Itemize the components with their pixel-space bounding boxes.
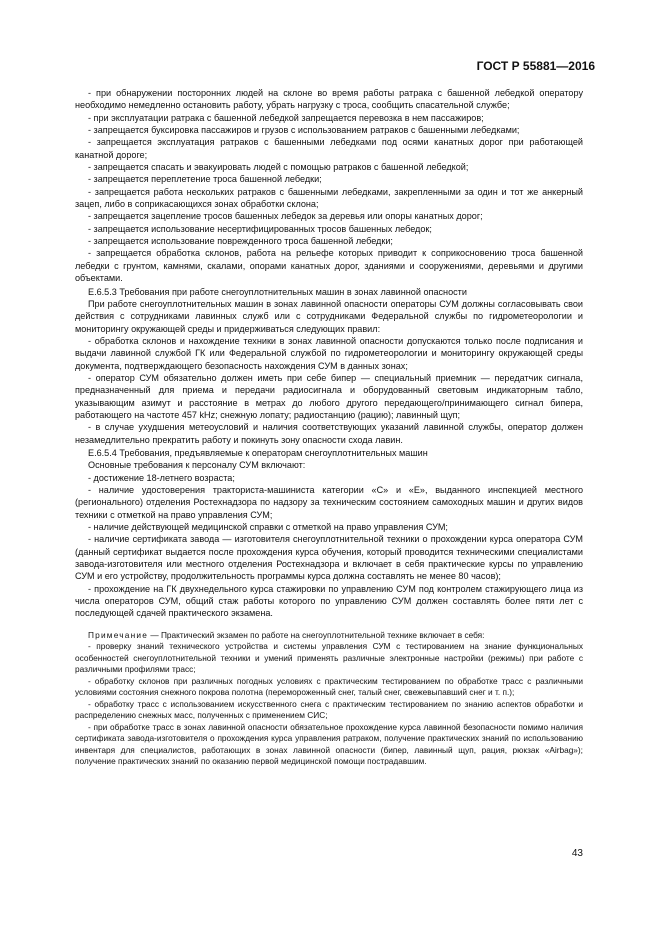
paragraph: - оператор СУМ обязательно должен иметь при себе бипер — специальный приемник — передатчик сигнала, предназначенный для приема и передачи радиосигнала и оборудованный световым индикаторным табло, указывающим азимут и расстояние в метрах до любого другого передающего/принимающего сигнал бипера, работающего на частоте 457 kHz; снежную лопату; радиостанцию (рацию); лавинный щуп; <box>75 372 583 420</box>
paragraph: - запрещается обработка склонов, работа на рельефе которых приводит к соприкосновению троса башенной лебедки с грунтом, камнями, скалами, опорами канатных дорог, зданиями и сооружениями, деревьями и другими объектами. <box>75 248 583 284</box>
paragraph: - при эксплуатации ратрака с башенной лебедкой запрещается перевозка в нем пассажиров; <box>88 112 484 123</box>
section-heading-e654: Е.6.5.4 Требования, предъявляемые к операторам снегоуплотнительных машин <box>88 447 428 458</box>
note-block <box>75 630 583 768</box>
paragraph: - в случае ухудшения метеоусловий и наличия соответствующих указаний лавинной службы, оператор должен незамедлительно прекратить работу и покинуть зону опасности схода лавин. <box>75 422 583 445</box>
paragraph: - запрещается зацепление тросов башенных лебедок за деревья или опоры канатных дорог; <box>88 211 483 222</box>
paragraph: - запрещается работа нескольких ратраков с башенными лебедками, закрепленными за один и тот же анкерный зацеп, либо в соприкасающихся зонах обработки склона; <box>75 186 583 210</box>
document-header: ГОСТ Р 55881—2016 <box>476 59 595 73</box>
paragraph: - запрещается использование несертифицированных тросов башенных лебедок; <box>88 223 432 234</box>
paragraph: - наличие действующей медицинской справки с отметкой на право управления СУМ; <box>88 522 448 533</box>
paragraph: - запрещается эксплуатация ратраков с башенными лебедками под осями канатных дорог при работающей канатной дороге; <box>75 137 583 160</box>
paragraph: Основные требования к персоналу СУМ включают: <box>88 460 306 471</box>
paragraph: - прохождение на ГК двухнедельного курса стажировки по управлению СУМ под контролем стажирующего лица из числа операторов СУМ, общий стаж работы которого по управлению СУМ должен составлять более пяти лет с последующей сдачей практического экзамена. <box>75 583 583 619</box>
paragraph: При работе снегоуплотнительных машин в зонах лавинной опасности операторы СУМ должны согласовывать свои действия с сотрудниками лавинных служб или с сотрудниками Федеральной службы по гидрометеорологии и мониторингу окружающей среды и придерживаться следующих правил: <box>75 298 583 334</box>
paragraph: - запрещается спасать и эвакуировать людей с помощью ратраков с башенной лебедкой; <box>88 162 469 173</box>
paragraph: - при обнаружении посторонних людей на склоне во время работы ратрака с башенной лебедкой оператору необходимо немедленно остановить работу, убрать нагрузку с троса, сообщить спасательной службе; <box>75 88 583 111</box>
note-item: - обработку склонов при различных погодных условиях с практическим тестированием по обработке трасс с различными условиями состояния снежного покрова полотна (перемороженный снег, талый снег, свежевыпавший снег и т. п.); <box>75 675 583 698</box>
note-label: Примечание <box>88 629 149 640</box>
document-body <box>75 87 583 768</box>
note-intro-text: — Практический экзамен по работе на снегоуплотнительной технике включает в себя: <box>148 629 485 640</box>
note-item: - проверку знаний технического устройства и системы управления СУМ с тестированием на знание функциональных особенностей снегоуплотнительной техники и умений применять различные электронные настройки (режимы) при работе с различными профилями трасс; <box>75 641 583 675</box>
paragraph: - наличие удостоверения тракториста-машиниста категории «С» и «Е», выданного инспекцией местного (регионального) отделения Ростехнадзора по надзору за техническим состоянием самоходных машин и других видов техники с отметкой на право управления СУМ; <box>75 485 583 520</box>
paragraph: - запрещается использование поврежденного троса башенной лебедки; <box>88 236 393 247</box>
section-heading-e653: Е.6.5.3 Требования при работе снегоуплотнительных машин в зонах лавинной опасности <box>88 286 467 297</box>
note-intro <box>75 630 583 642</box>
paragraph: - наличие сертификата завода — изготовителя снегоуплотнительной техники о прохождении курса оператора СУМ (данный сертификат выдается после прохождения курса обучения, который проводится техническими специалистами завода-изготовителя или местного отделения Ростехнадзора и включает в себя практические курсы по управлению СУМ и его устройству, продолжительность программы курса должна составлять не менее 80 часов); <box>75 534 583 582</box>
page-number: 43 <box>571 848 583 859</box>
paragraph: - запрещается переплетение троса башенной лебедки; <box>88 174 322 185</box>
note-item: - обработку трасс с использованием искусственного снега с практическим тестированием по знанию аспектов обработки и распределению снежных масс, полученных с применением СИС; <box>75 698 583 721</box>
paragraph: - обработка склонов и нахождение техники в зонах лавинной опасности допускаются только после подписания и выдачи лавинной службой ГК или Федеральной службой по гидрометеорологии и мониторингу окружающей среды документа, подтверждающего безопасность нахождения СУМ в данных зонах; <box>75 335 583 371</box>
paragraph: - запрещается буксировка пассажиров и грузов с использованием ратраков с башенными лебедками; <box>88 125 520 136</box>
note-item: - при обработке трасс в зонах лавинной опасности обязательное прохождение курса лавинной безопасности помимо наличия сертификата завода-изготовителя о прохождения курса управления ратраком, получение практических знаний по использованию инвентаря для специалистов, работающих в зонах лавинной опасности (бипер, лавинный щуп, рация, рюкзак «Airbag»); получение практических знаний по оказанию первой медицинской помощи пострадавшим. <box>75 721 583 767</box>
paragraph: - достижение 18-летнего возраста; <box>88 472 235 483</box>
